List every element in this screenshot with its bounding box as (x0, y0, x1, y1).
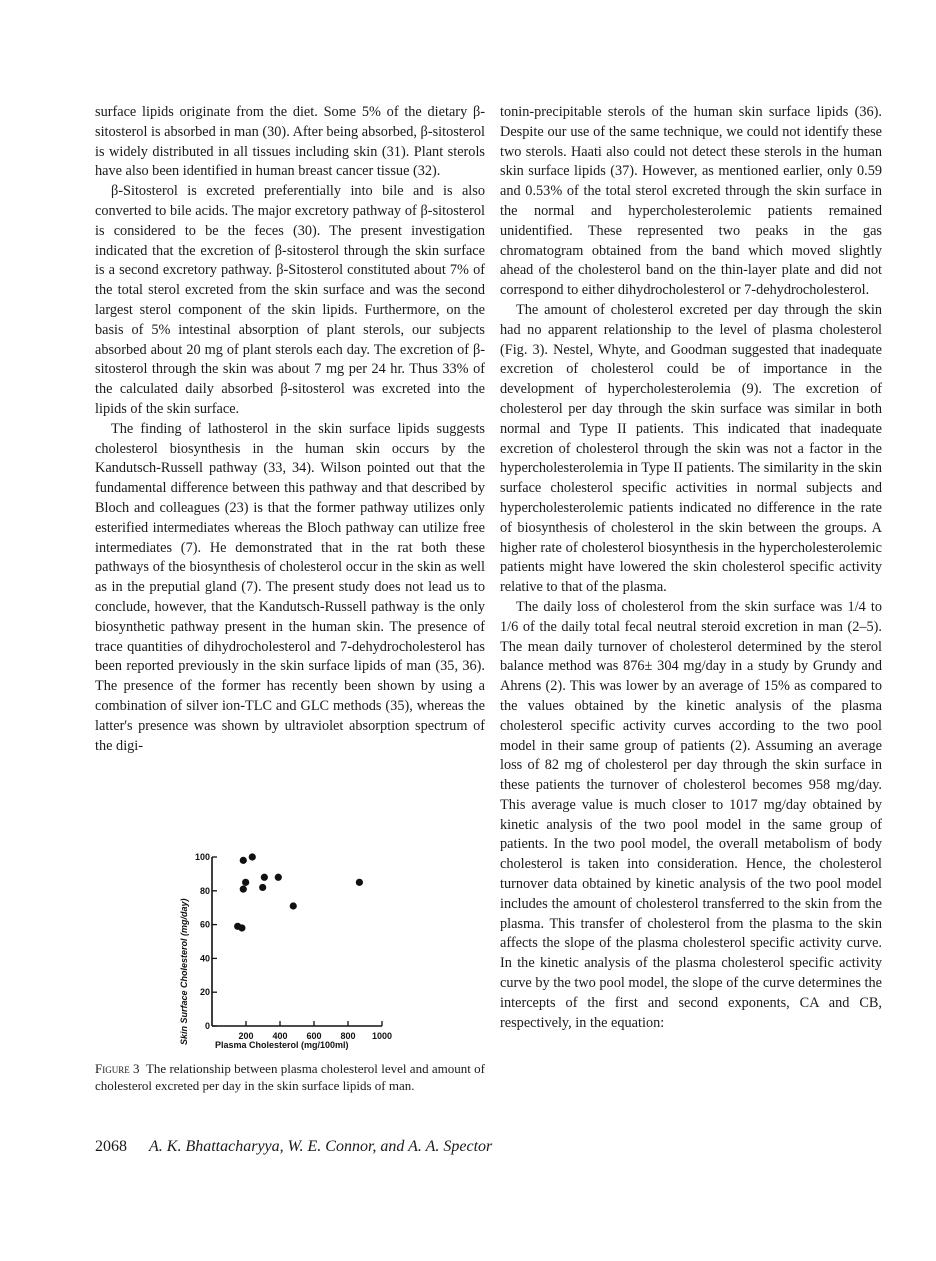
data-point (240, 857, 247, 864)
x-axis-label: Plasma Cholesterol (mg/100ml) (215, 1040, 349, 1050)
y-tick-label: 60 (199, 919, 210, 930)
data-point (356, 879, 363, 886)
page-number: 2068 (95, 1138, 127, 1155)
right-text-column (500, 103, 882, 1033)
y-tick-label: 20 (199, 987, 210, 998)
x-tick-label: 400 (272, 1031, 288, 1041)
data-point (261, 874, 268, 881)
caption-text: The relationship between plasma cholesterol level and amount of cholesterol excreted per day in the skin surface lipids of man. (95, 1061, 486, 1093)
data-point (275, 874, 282, 881)
figure-caption (95, 1060, 485, 1094)
y-tick-label: 0 (204, 1021, 210, 1031)
paragraph: The amount of cholesterol excreted per day through the skin had no apparent relationship to the level of plasma cholesterol (Fig. 3). Nestel, Whyte, and Goodman suggested that inadequate excretion of cholesterol could be of importance in the development of hypercholesterolemia (9). The excretion of cholesterol per day through the skin surface was similar in both normal and Type II patients. This indicated that inadequate excretion of cholesterol through the skin was not a factor in the hypercholesterolemia in Type II patients. The similarity in the skin surface cholesterol specific activities in normal subjects and hypercholesterolemic patients indicated no difference in the rate of biosynthesis of cholesterol in the skin between the groups. A higher rate of cholesterol biosynthesis in the hypercholesterolemic patients might have lowered the skin cholesterol specific activity relative to that of the plasma. (500, 301, 882, 596)
paragraph: The finding of lathosterol in the skin surface lipids suggests cholesterol biosynthesis in the human skin occurs by the Kandutsch-Russell pathway (33, 34). Wilson pointed out that the fundamental difference between this pathway and that described by Bloch and colleagues (23) is that the former pathway utilizes only esterified intermediates whereas the Bloch pathway can utilize free intermediates (7). He demonstrated that in the rat both these pathways of the biosynthesis of cholesterol occur in the skin as well as in the preputial gland (7). The present study does not lead us to conclude, however, that the Kandutsch-Russell pathway is the only biosynthetic pathway present in the human skin. The presence of trace quantities of dihydrocholesterol and 7-dehydrocholesterol has been reported previously in the skin surface lipids of man (35, 36). The presence of the former has recently been shown by using a combination of silver ion-TLC and GLC methods (35), whereas the latter's presence was shown by ultraviolet absorption spectrum of the digi- (95, 420, 485, 754)
y-axis-label: Skin Surface Cholesterol (mg/day) (179, 898, 189, 1045)
y-tick-label: 80 (199, 885, 210, 896)
data-point (290, 902, 297, 909)
x-tick-label: 600 (306, 1031, 322, 1041)
points (234, 853, 363, 931)
x-tick-label: 200 (238, 1031, 254, 1041)
y-tick-label: 40 (199, 953, 210, 964)
figure-label: Figure 3 (95, 1061, 140, 1076)
paragraph: surface lipids originate from the diet. Some 5% of the dietary β-sitosterol is absorbed in man (30). After being absorbed, β-sitosterol is widely distributed in all tissues including skin (31). Plant sterols have also been identified in human breast cancer tissue (32). (95, 104, 485, 180)
data-point (249, 853, 256, 860)
data-point (240, 886, 247, 893)
paragraph: The daily loss of cholesterol from the skin surface was 1/4 to 1/6 of the daily total fecal neutral steroid excretion in man (2–5). The mean daily turnover of cholesterol determined by the sterol balance method was 876± 304 mg/day in a study by Grundy and Ahrens (2). This was lower by an average of 15% as compared to the values obtained by the kinetic analysis of the plasma cholesterol specific activity curves according to the two pool model in their same group of patients (2). Assuming an average loss of 82 mg of cholesterol per day through the skin surface in these patients the turnover of cholesterol becomes 958 mg/day. This average value is much closer to 1017 mg/day obtained by kinetic analysis of the two pool model in the same group of patients. In the two pool model, the overall metabolism of body cholesterol is taken into consideration. Hence, the cholesterol turnover data obtained by kinetic analysis of the two pool model includes the amount of cholesterol transferred to the skin from the plasma. This transfer of cholesterol from the plasma to the skin affects the slope of the plasma cholesterol specific activity curve. In the kinetic analysis of the plasma cholesterol specific activity curve by the two pool model, the slope of the curve determines the intercepts of the first and second exponents, CA and CB, respectively, in the equation: (500, 598, 882, 1031)
y-tick-label: 100 (194, 852, 210, 862)
data-point (242, 879, 249, 886)
data-point (238, 924, 245, 931)
paragraph: tonin-precipitable sterols of the human skin surface lipids (36). Despite our use of the same technique, we could not identify these two sterols. Haati also could not detect these sterols in the human skin surface lipids (37). However, as mentioned earlier, only 0.59 and 0.53% of the total sterol excreted through the skin surface in the normal and hypercholesterolemic patients remained unidentified. These represented two peaks in the gas chromatogram obtained from the band which moved slightly ahead of the cholesterol band on the thin-layer plate and did not correspond to either dihydrocholesterol or 7-dehydrocholesterol. (500, 104, 882, 299)
x-tick-label: 800 (340, 1031, 356, 1041)
data-point (259, 884, 266, 891)
figure-3-scatter-chart (160, 840, 410, 1060)
left-text-column (95, 103, 485, 756)
page-footer (95, 1138, 492, 1156)
authors: A. K. Bhattacharyya, W. E. Connor, and A. A. Spector (149, 1138, 493, 1155)
ticks (195, 852, 392, 1041)
paragraph: β-Sitosterol is excreted preferentially into bile and is also converted to bile acids. The major excretory pathway of β-sitosterol is considered to be the feces (30). The present investigation indicated that the excretion of β-sitosterol through the skin surface is a second excretory pathway. β-Sitosterol constituted about 7% of the total sterol excreted from the skin surface and was the second largest sterol component of the skin lipids. Furthermore, on the basis of 5% intestinal absorption of plant sterols, our subjects absorbed about 20 mg of plant sterols each day. The excretion of β-sitosterol through the skin was about 7 mg per 24 hr. Thus 33% of the calculated daily absorbed β-sitosterol was excreted into the lipids of the skin surface. (95, 183, 485, 417)
x-tick-label: 1000 (371, 1031, 393, 1041)
